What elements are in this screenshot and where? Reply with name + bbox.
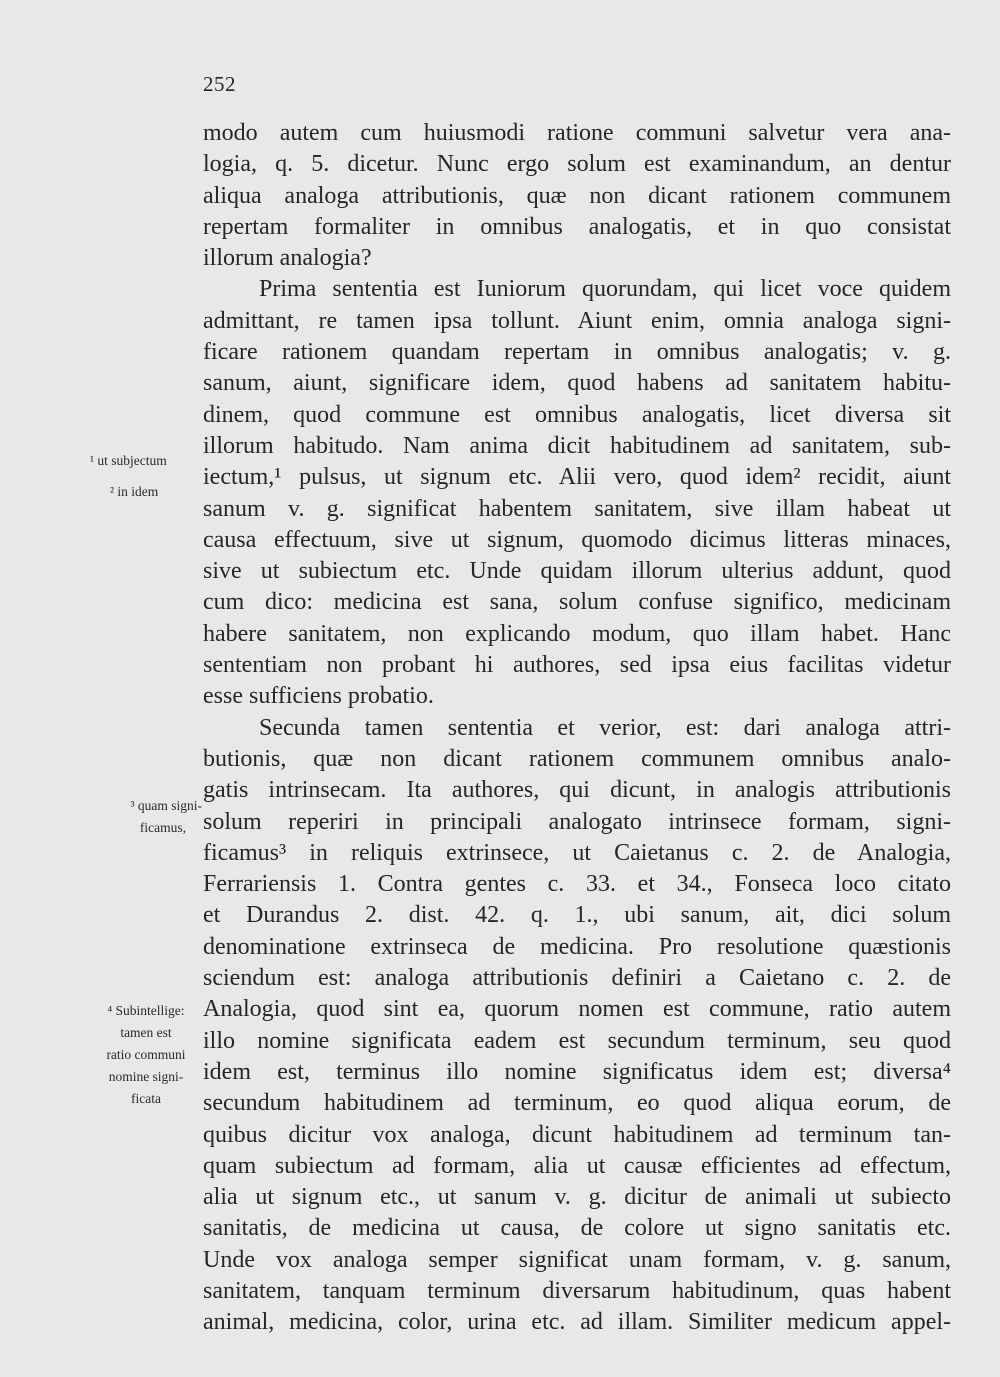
- text-line: logia, q. 5. dicetur. Nunc ergo solum est examinandum, an dentur: [203, 151, 951, 178]
- margin-note-3: [92, 795, 202, 839]
- text-line: Secunda tamen sententia et verior, est: dari analoga attri-: [259, 714, 951, 741]
- text-line: dinem, quod commune est omnibus analogatis, licet diversa sit: [203, 401, 951, 428]
- text-line: iectum,¹ pulsus, ut signum etc. Alii vero, quod idem² recidit, aiunt: [203, 464, 951, 491]
- text-line: gatis intrinsecam. Ita authores, qui dicunt, in analogis attributionis: [203, 777, 951, 804]
- main-text: [203, 118, 951, 1339]
- margin-note-line: ³ quam signi-: [130, 798, 202, 813]
- text-line: repertam formaliter in omnibus analogatis, et in quo consistat: [203, 213, 951, 240]
- text-line: illorum habitudo. Nam anima dicit habitudinem ad sanitatem, sub-: [203, 432, 951, 459]
- margin-note-line: ² in idem: [110, 484, 159, 499]
- margin-note-4: [88, 1000, 204, 1110]
- margin-note-line: ratio communi: [106, 1047, 186, 1062]
- page-number: 252: [203, 72, 236, 96]
- text-line: causa effectuum, sive ut signum, quomodo dicimus litteras minaces,: [203, 526, 951, 553]
- margin-note-line: nomine signi-: [108, 1069, 184, 1084]
- text-line: sanitatis, de medicina ut causa, de colore ut signo sanitatis etc.: [203, 1215, 951, 1242]
- margin-note-line: ficata: [131, 1091, 161, 1106]
- text-line: sententiam non probant hi authores, sed ipsa eius facilitas videtur: [203, 652, 951, 679]
- margin-note-line: ¹ ut subjectum: [90, 453, 167, 468]
- text-line: ficare rationem quandam repertam in omnibus analogatis; v. g.: [203, 339, 951, 366]
- text-line: animal, medicina, color, urina etc. ad illam. Similiter medicum appel-: [203, 1309, 951, 1336]
- text-line: Prima sententia est Iuniorum quorundam, qui licet voce quidem: [259, 276, 951, 303]
- text-line: Analogia, quod sint ea, quorum nomen est commune, ratio autem: [203, 996, 951, 1023]
- text-line: secundum habitudinem ad terminum, eo quod aliqua eorum, de: [203, 1090, 951, 1117]
- text-line: quam subiectum ad formam, alia ut causæ efficientes ad effectum,: [203, 1152, 951, 1179]
- margin-note-1: [90, 450, 167, 472]
- text-line: cum dico: medicina est sana, solum confuse significo, medicinam: [203, 589, 951, 616]
- text-line: ficamus³ in reliquis extrinsece, ut Caietanus c. 2. de Analogia,: [203, 839, 951, 866]
- text-line: illorum analogia?: [203, 245, 372, 272]
- text-line: aliqua analoga attributionis, quæ non dicant rationem communem: [203, 182, 951, 209]
- text-line: admittant, re tamen ipsa tollunt. Aiunt enim, omnia analoga signi-: [203, 307, 951, 334]
- text-line: sanitatem, tanquam terminum diversarum habitudinum, quas habent: [203, 1277, 951, 1304]
- text-line: solum reperiri in principali analogato intrinsece formam, signi-: [203, 808, 951, 835]
- text-line: Ferrariensis 1. Contra gentes c. 33. et 34., Fonseca loco citato: [203, 871, 951, 898]
- text-line: quibus dicitur vox analoga, dicunt habitudinem ad terminum tan-: [203, 1121, 951, 1148]
- text-line: illo nomine significata eadem est secundum terminum, seu quod: [203, 1027, 951, 1054]
- margin-note-line: ficamus,: [139, 820, 186, 835]
- text-line: sanum, aiunt, significare idem, quod habens ad sanitatem habitu-: [203, 370, 951, 397]
- text-line: sciendum est: analoga attributionis definiri a Caietano c. 2. de: [203, 965, 951, 992]
- text-line: denominatione extrinseca de medicina. Pro resolutione quæstionis: [203, 933, 951, 960]
- margin-note-line: ⁴ Subintellige:: [107, 1003, 185, 1018]
- text-line: et Durandus 2. dist. 42. q. 1., ubi sanum, ait, dici solum: [203, 902, 951, 929]
- text-line: modo autem cum huiusmodi ratione communi salvetur vera ana-: [203, 120, 951, 146]
- text-line: alia ut signum etc., ut sanum v. g. dicitur de animali ut subiecto: [203, 1184, 951, 1211]
- text-line: butionis, quæ non dicant rationem communem omnibus analo-: [203, 745, 951, 772]
- margin-note-2: [110, 481, 158, 503]
- text-line: habere sanitatem, non explicando modum, quo illam habet. Hanc: [203, 620, 951, 647]
- text-line: esse sufficiens probatio.: [203, 683, 434, 710]
- text-line: sive ut subiectum etc. Unde quidam illorum ulterius addunt, quod: [203, 558, 951, 585]
- text-line: sanum v. g. significat habentem sanitatem, sive illam habeat ut: [203, 495, 951, 522]
- margin-note-line: tamen est: [120, 1025, 172, 1040]
- text-line: Unde vox analoga semper significat unam formam, v. g. sanum,: [203, 1246, 951, 1273]
- text-line: idem est, terminus illo nomine significatus idem est; diversa⁴: [203, 1058, 951, 1085]
